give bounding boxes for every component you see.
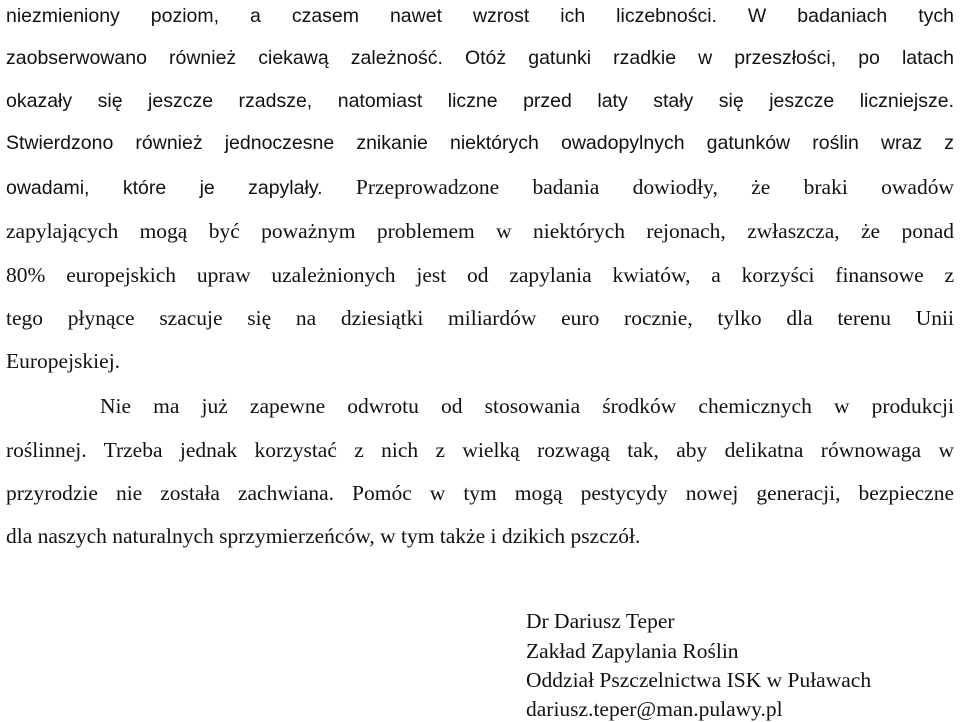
text-line: zaobserwowano również ciekawą zależność. Otóż gatunki rzadkie w przeszłości, po latach (6, 47, 954, 69)
text-segment: Przeprowadzone badania dowiodły, że braki owadów (322, 175, 954, 199)
text-line: zapylających mogą być poważnym problemem w niektórych rejonach, zwłaszcza, że ponad (6, 219, 954, 243)
text-line: roślinnej. Trzeba jednak korzystać z nich z wielką rozwagą tak, aby delikatna równowaga w (6, 438, 954, 462)
text-line (6, 174, 954, 201)
text-line: przyrodzie nie została zachwiana. Pomóc w tym mogą pestycydy nowej generacji, bezpieczne (6, 481, 954, 505)
signature-email: dariusz.teper@man.pulawy.pl (526, 697, 783, 721)
signature-name: Dr Dariusz Teper (526, 609, 675, 633)
text-line: okazały się jeszcze rzadsze, natomiast liczne przed laty stały się jeszcze liczniejsze. (6, 90, 954, 112)
signature-department: Zakład Zapylania Roślin (526, 639, 739, 663)
text-line: niezmieniony poziom, a czasem nawet wzrost ich liczebności. W badaniach tych (6, 5, 954, 27)
text-segment: owadami, które je zapylały. (6, 177, 323, 199)
text-line: Nie ma już zapewne odwrotu od stosowania środków chemicznych w produkcji (100, 394, 954, 418)
text-line: dla naszych naturalnych sprzymierzeńców, w tym także i dzikich pszczół. (6, 524, 641, 548)
text-line: tego płynące szacuje się na dziesiątki miliardów euro rocznie, tylko dla terenu Unii (6, 306, 954, 330)
text-line: Stwierdzono również jednoczesne znikanie niektórych owadopylnych gatunków roślin wraz z (6, 132, 954, 154)
signature-division: Oddział Pszczelnictwa ISK w Puławach (526, 668, 872, 692)
text-line: Europejskiej. (6, 349, 121, 373)
text-line: 80% europejskich upraw uzależnionych jest od zapylania kwiatów, a korzyści finansowe z (6, 263, 954, 287)
